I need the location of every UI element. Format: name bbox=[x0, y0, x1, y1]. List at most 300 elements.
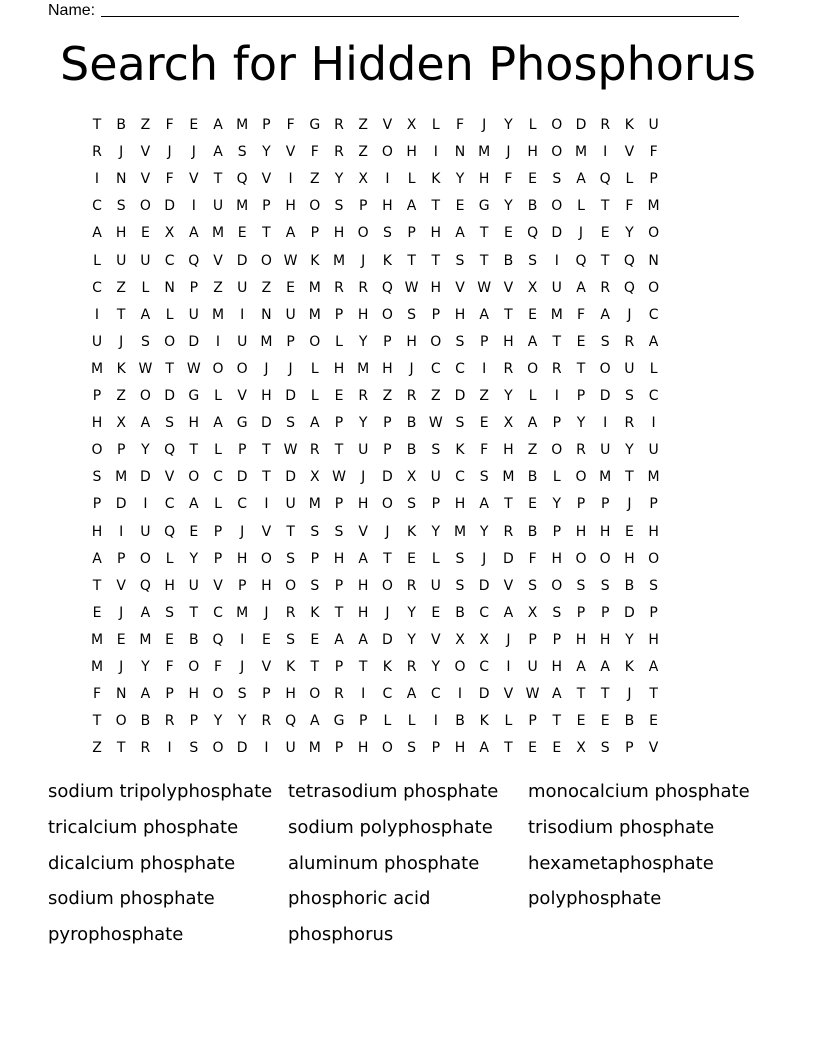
grid-letter: I bbox=[651, 415, 656, 432]
grid-letter: H bbox=[236, 550, 248, 567]
grid-letter: F bbox=[528, 550, 537, 567]
grid-letter: Y bbox=[431, 659, 441, 675]
grid-letter: E bbox=[649, 713, 659, 730]
grid-letter: T bbox=[262, 469, 271, 486]
grid-letter: J bbox=[385, 523, 390, 540]
grid-letter: A bbox=[527, 415, 538, 432]
grid-letter: P bbox=[625, 740, 634, 757]
grid-letter: H bbox=[188, 415, 200, 432]
grid-letter: P bbox=[431, 496, 441, 513]
grid-letter: D bbox=[503, 550, 514, 567]
grid-letter: S bbox=[455, 252, 465, 269]
grid-letter: J bbox=[191, 144, 196, 161]
grid-letter: T bbox=[383, 550, 392, 567]
grid-letter: P bbox=[576, 496, 586, 513]
grid-letter: P bbox=[334, 306, 344, 323]
grid-letter: Z bbox=[382, 388, 393, 404]
grid-letter: S bbox=[334, 523, 344, 540]
grid-letter: D bbox=[285, 469, 296, 486]
word-list-item: phosphoric acid bbox=[288, 888, 431, 910]
grid-letter: A bbox=[358, 631, 368, 648]
grid-letter: A bbox=[189, 225, 199, 242]
grid-letter: G bbox=[333, 713, 345, 730]
grid-letter: T bbox=[92, 117, 102, 133]
grid-letter: H bbox=[454, 496, 466, 513]
grid-letter: C bbox=[479, 659, 490, 675]
grid-letter: A bbox=[576, 659, 586, 675]
grid-letter: R bbox=[624, 333, 635, 350]
grid-letter: T bbox=[479, 225, 489, 242]
grid-letter: Q bbox=[381, 279, 393, 296]
grid-letter: J bbox=[119, 144, 124, 161]
grid-letter: E bbox=[310, 631, 320, 648]
grid-letter: A bbox=[576, 279, 586, 296]
grid-letter: I bbox=[457, 686, 463, 703]
grid-letter: A bbox=[479, 496, 489, 513]
grid-letter: F bbox=[649, 144, 658, 161]
grid-letter: R bbox=[334, 144, 344, 161]
grid-letter: P bbox=[358, 713, 368, 730]
grid-letter: A bbox=[600, 306, 610, 323]
grid-letter: T bbox=[334, 604, 344, 621]
grid-letter: B bbox=[624, 713, 635, 730]
grid-letter: L bbox=[214, 388, 222, 404]
grid-letter: P bbox=[165, 686, 174, 703]
grid-letter: Y bbox=[262, 144, 271, 161]
grid-letter: K bbox=[382, 252, 392, 269]
grid-letter: I bbox=[240, 631, 245, 648]
grid-letter: R bbox=[576, 442, 586, 459]
grid-letter: U bbox=[212, 198, 224, 215]
grid-letter: L bbox=[528, 388, 537, 404]
grid-letter: G bbox=[188, 388, 200, 404]
grid-letter: K bbox=[479, 713, 489, 730]
grid-letter: E bbox=[407, 550, 417, 567]
grid-letter: A bbox=[479, 306, 489, 323]
grid-letter: M bbox=[647, 198, 660, 215]
grid-letter: M bbox=[211, 225, 225, 242]
grid-letter: V bbox=[503, 279, 514, 296]
grid-letter: L bbox=[214, 496, 222, 513]
grid-letter: O bbox=[309, 198, 321, 215]
grid-letter: A bbox=[406, 686, 417, 703]
grid-letter: P bbox=[383, 442, 392, 459]
grid-letter: O bbox=[648, 279, 660, 296]
grid-letter: L bbox=[504, 713, 513, 730]
grid-letter: E bbox=[503, 225, 513, 242]
grid-letter: E bbox=[237, 225, 247, 242]
grid-letter: I bbox=[264, 496, 269, 513]
grid-letter: X bbox=[503, 415, 514, 432]
grid-letter: J bbox=[409, 360, 414, 377]
grid-letter: W bbox=[332, 469, 346, 486]
grid-letter: F bbox=[213, 659, 223, 675]
grid-letter: E bbox=[334, 388, 344, 404]
grid-letter: S bbox=[407, 740, 417, 757]
grid-letter: T bbox=[600, 252, 610, 269]
grid-letter: Z bbox=[116, 388, 126, 404]
grid-letter: L bbox=[214, 442, 222, 459]
grid-letter: E bbox=[286, 279, 296, 296]
grid-letter: W bbox=[477, 279, 492, 296]
grid-letter: O bbox=[381, 740, 393, 757]
grid-letter: A bbox=[552, 686, 562, 703]
word-list-item: sodium phosphate bbox=[48, 888, 215, 910]
grid-letter: H bbox=[503, 333, 514, 350]
grid-letter: S bbox=[165, 604, 175, 621]
grid-letter: H bbox=[599, 631, 611, 648]
grid-letter: V bbox=[358, 523, 368, 540]
grid-letter: P bbox=[576, 388, 586, 404]
grid-letter: Y bbox=[141, 659, 150, 675]
grid-letter: J bbox=[482, 117, 487, 133]
grid-letter: I bbox=[191, 198, 196, 215]
grid-letter: A bbox=[334, 631, 344, 648]
grid-letter: V bbox=[382, 117, 393, 133]
grid-letter: X bbox=[406, 469, 417, 486]
grid-letter: E bbox=[92, 604, 102, 621]
grid-letter: R bbox=[406, 388, 417, 404]
grid-letter: A bbox=[358, 550, 368, 567]
grid-letter: T bbox=[213, 171, 223, 188]
grid-letter: D bbox=[236, 469, 248, 486]
grid-letter: B bbox=[624, 577, 635, 594]
grid-letter: E bbox=[528, 740, 538, 757]
grid-letter: O bbox=[357, 225, 369, 242]
grid-letter: T bbox=[552, 333, 562, 350]
grid-letter: A bbox=[92, 225, 102, 242]
grid-letter: V bbox=[503, 686, 514, 703]
grid-letter: J bbox=[167, 144, 172, 161]
grid-letter: B bbox=[140, 713, 151, 730]
grid-letter: T bbox=[600, 198, 610, 215]
grid-letter: P bbox=[334, 740, 344, 757]
grid-letter: V bbox=[503, 577, 514, 594]
grid-letter: S bbox=[286, 550, 296, 567]
grid-letter: O bbox=[212, 360, 224, 377]
grid-letter: B bbox=[188, 631, 199, 648]
grid-letter: T bbox=[358, 659, 368, 675]
grid-letter: S bbox=[334, 198, 344, 215]
grid-letter: S bbox=[286, 415, 296, 432]
grid-letter: R bbox=[503, 523, 514, 540]
grid-letter: Z bbox=[213, 279, 223, 296]
grid-letter: X bbox=[310, 469, 320, 486]
grid-letter: V bbox=[140, 171, 151, 188]
grid-letter: J bbox=[288, 360, 293, 377]
grid-letter: X bbox=[164, 225, 175, 242]
word-list-item: polyphosphate bbox=[528, 888, 662, 910]
grid-letter: M bbox=[139, 631, 152, 648]
grid-letter: J bbox=[361, 252, 366, 269]
grid-letter: E bbox=[528, 496, 538, 513]
grid-letter: F bbox=[455, 117, 465, 133]
grid-letter: O bbox=[212, 686, 224, 703]
grid-letter: O bbox=[454, 659, 466, 675]
grid-letter: L bbox=[141, 279, 150, 296]
grid-letter: H bbox=[357, 604, 369, 621]
grid-letter: M bbox=[308, 306, 321, 323]
grid-letter: J bbox=[482, 550, 487, 567]
grid-letter: U bbox=[116, 252, 127, 269]
grid-letter: P bbox=[189, 713, 199, 730]
grid-letter: T bbox=[92, 577, 102, 594]
grid-letter: N bbox=[115, 171, 127, 188]
grid-letter: X bbox=[527, 604, 538, 621]
grid-letter: L bbox=[577, 198, 585, 215]
grid-letter: A bbox=[285, 225, 296, 242]
grid-letter: M bbox=[308, 279, 321, 296]
grid-letter: R bbox=[285, 604, 296, 621]
grid-letter: F bbox=[92, 686, 102, 703]
grid-letter: H bbox=[91, 415, 103, 432]
word-list-item: monocalcium phosphate bbox=[528, 781, 750, 802]
grid-letter: R bbox=[334, 686, 344, 703]
grid-letter: P bbox=[262, 198, 271, 215]
grid-letter: M bbox=[478, 144, 491, 161]
grid-letter: R bbox=[624, 415, 635, 432]
grid-letter: M bbox=[502, 469, 515, 486]
grid-letter: H bbox=[382, 198, 393, 215]
grid-letter: P bbox=[649, 171, 658, 188]
grid-letter: R bbox=[551, 360, 562, 377]
grid-letter: L bbox=[649, 360, 658, 377]
grid-letter: P bbox=[479, 333, 489, 350]
grid-letter: U bbox=[285, 740, 296, 757]
grid-letter: Q bbox=[623, 252, 635, 269]
grid-letter: P bbox=[383, 415, 392, 432]
grid-letter: J bbox=[385, 604, 390, 621]
grid-letter: P bbox=[213, 550, 223, 567]
grid-letter: R bbox=[600, 279, 611, 296]
grid-letter: H bbox=[333, 360, 345, 377]
grid-letter: A bbox=[213, 144, 223, 161]
grid-letter: R bbox=[600, 117, 611, 133]
grid-letter: Y bbox=[358, 333, 368, 350]
grid-letter: G bbox=[236, 415, 248, 432]
grid-letter: R bbox=[140, 740, 151, 757]
grid-letter: L bbox=[310, 360, 319, 377]
grid-letter: I bbox=[554, 252, 559, 269]
grid-letter: Y bbox=[407, 631, 416, 648]
grid-letter: V bbox=[261, 171, 272, 188]
grid-letter: P bbox=[552, 523, 562, 540]
grid-letter: V bbox=[285, 144, 296, 161]
grid-letter: Z bbox=[92, 740, 102, 757]
grid-letter: I bbox=[264, 740, 269, 757]
grid-letter: I bbox=[603, 415, 608, 432]
grid-letter: N bbox=[648, 252, 659, 269]
grid-letter: A bbox=[503, 604, 514, 621]
grid-letter: Q bbox=[139, 577, 151, 594]
grid-letter: U bbox=[285, 306, 296, 323]
grid-letter: T bbox=[504, 740, 513, 757]
grid-letter: N bbox=[261, 306, 272, 323]
grid-letter: Z bbox=[431, 388, 441, 404]
grid-letter: J bbox=[264, 360, 269, 377]
grid-letter: R bbox=[503, 360, 514, 377]
grid-letter: R bbox=[406, 577, 417, 594]
grid-letter: S bbox=[310, 523, 320, 540]
grid-letter: A bbox=[406, 198, 417, 215]
grid-letter: W bbox=[525, 686, 540, 703]
grid-letter: T bbox=[262, 225, 271, 242]
grid-letter: F bbox=[286, 117, 295, 133]
grid-letter: A bbox=[213, 415, 223, 432]
grid-letter: B bbox=[527, 523, 538, 540]
grid-letter: P bbox=[92, 388, 102, 404]
grid-letter: P bbox=[431, 306, 441, 323]
grid-letter: U bbox=[648, 442, 659, 459]
grid-letter: T bbox=[116, 740, 126, 757]
grid-letter: B bbox=[406, 415, 417, 432]
grid-letter: D bbox=[140, 469, 151, 486]
grid-letter: O bbox=[212, 740, 224, 757]
grid-letter: A bbox=[576, 171, 586, 188]
grid-letter: O bbox=[188, 469, 200, 486]
grid-letter: Z bbox=[261, 279, 272, 296]
grid-letter: E bbox=[528, 306, 538, 323]
grid-letter: O bbox=[575, 469, 587, 486]
grid-letter: U bbox=[140, 523, 151, 540]
grid-letter: D bbox=[478, 577, 490, 594]
grid-letter: V bbox=[261, 659, 272, 675]
grid-letter: U bbox=[551, 279, 562, 296]
grid-letter: C bbox=[237, 496, 248, 513]
grid-letter: V bbox=[261, 523, 272, 540]
grid-letter: U bbox=[237, 279, 248, 296]
grid-letter: O bbox=[260, 550, 272, 567]
grid-letter: K bbox=[116, 360, 126, 377]
word-list-item: sodium polyphosphate bbox=[288, 816, 493, 838]
grid-letter: H bbox=[478, 171, 490, 188]
grid-letter: K bbox=[431, 171, 441, 188]
grid-letter: D bbox=[164, 388, 175, 404]
grid-letter: P bbox=[334, 496, 344, 513]
grid-letter: H bbox=[261, 577, 272, 594]
grid-letter: D bbox=[188, 333, 200, 350]
grid-letter: F bbox=[165, 659, 174, 675]
grid-letter: K bbox=[310, 604, 320, 621]
grid-letter: O bbox=[527, 360, 539, 377]
grid-letter: Q bbox=[575, 252, 587, 269]
grid-letter: Q bbox=[623, 279, 635, 296]
grid-letter: O bbox=[381, 577, 393, 594]
word-list-item: trisodium phosphate bbox=[528, 816, 715, 838]
grid-letter: O bbox=[188, 659, 200, 675]
grid-letter: F bbox=[480, 442, 489, 459]
grid-letter: I bbox=[94, 171, 100, 188]
grid-letter: U bbox=[188, 577, 199, 594]
grid-letter: Q bbox=[527, 225, 539, 242]
grid-letter: M bbox=[236, 604, 249, 621]
grid-letter: G bbox=[309, 117, 321, 133]
grid-letter: O bbox=[599, 550, 611, 567]
grid-letter: D bbox=[236, 252, 248, 269]
grid-letter: L bbox=[431, 550, 440, 567]
grid-letter: H bbox=[406, 333, 417, 350]
grid-letter: O bbox=[551, 577, 563, 594]
grid-letter: Z bbox=[116, 279, 126, 296]
grid-letter: S bbox=[310, 577, 320, 594]
grid-letter: M bbox=[308, 740, 321, 757]
grid-letter: T bbox=[431, 198, 441, 215]
grid-letter: H bbox=[382, 360, 393, 377]
grid-letter: X bbox=[358, 171, 368, 188]
grid-letter: Z bbox=[140, 117, 151, 133]
grid-letter: A bbox=[140, 604, 151, 621]
grid-letter: Y bbox=[504, 117, 513, 133]
grid-letter: K bbox=[624, 117, 634, 133]
grid-letter: P bbox=[334, 577, 344, 594]
grid-letter: A bbox=[140, 686, 151, 703]
grid-letter: E bbox=[431, 604, 441, 621]
grid-letter: S bbox=[407, 306, 417, 323]
grid-letter: A bbox=[140, 415, 151, 432]
grid-letter: R bbox=[309, 442, 320, 459]
grid-letter: P bbox=[600, 496, 610, 513]
grid-letter: R bbox=[358, 388, 369, 404]
grid-letter: P bbox=[286, 333, 295, 350]
grid-letter: P bbox=[358, 198, 368, 215]
grid-letter: N bbox=[164, 279, 175, 296]
grid-letter: J bbox=[119, 604, 124, 621]
grid-letter: I bbox=[94, 306, 100, 323]
grid-letter: Y bbox=[213, 713, 223, 730]
grid-letter: H bbox=[430, 279, 442, 296]
grid-letter: S bbox=[600, 577, 610, 594]
grid-letter: I bbox=[385, 171, 390, 188]
grid-letter: K bbox=[310, 252, 320, 269]
grid-letter: R bbox=[334, 279, 344, 296]
grid-letter: H bbox=[575, 523, 587, 540]
grid-letter: R bbox=[92, 144, 102, 161]
grid-letter: J bbox=[361, 469, 366, 486]
grid-letter: K bbox=[286, 659, 296, 675]
grid-letter: T bbox=[262, 442, 271, 459]
grid-letter: C bbox=[479, 604, 490, 621]
grid-letter: B bbox=[527, 198, 538, 215]
grid-letter: O bbox=[551, 442, 563, 459]
grid-letter: U bbox=[285, 496, 296, 513]
grid-letter: D bbox=[382, 631, 393, 648]
grid-letter: T bbox=[600, 686, 610, 703]
grid-letter: J bbox=[627, 496, 632, 513]
grid-letter: Y bbox=[625, 631, 634, 648]
grid-letter: H bbox=[648, 631, 659, 648]
grid-letter: P bbox=[213, 523, 223, 540]
grid-letter: C bbox=[213, 604, 223, 621]
grid-letter: A bbox=[310, 713, 320, 730]
grid-letter: C bbox=[648, 306, 659, 323]
grid-letter: T bbox=[576, 360, 586, 377]
grid-letter: M bbox=[236, 117, 249, 133]
grid-letter: Y bbox=[455, 171, 465, 188]
grid-letter: O bbox=[260, 252, 272, 269]
grid-letter: T bbox=[504, 496, 513, 513]
grid-letter: F bbox=[165, 117, 174, 133]
grid-letter: D bbox=[551, 225, 563, 242]
grid-letter: C bbox=[164, 496, 175, 513]
grid-letter: B bbox=[503, 252, 514, 269]
grid-letter: S bbox=[624, 388, 634, 404]
grid-letter: F bbox=[504, 171, 513, 188]
grid-letter: E bbox=[165, 631, 175, 648]
grid-letter: I bbox=[603, 144, 608, 161]
grid-letter: C bbox=[455, 469, 465, 486]
grid-letter: D bbox=[285, 388, 296, 404]
grid-letter: H bbox=[357, 306, 369, 323]
